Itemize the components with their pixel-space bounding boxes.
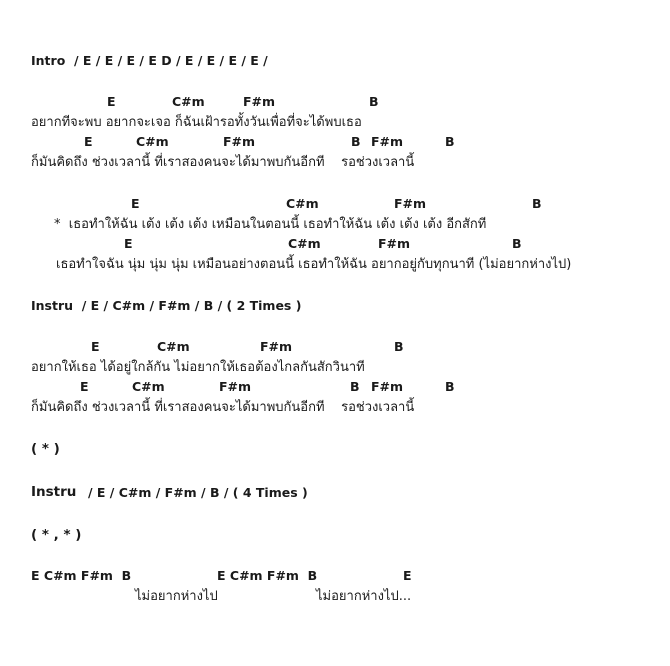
chord: E	[107, 94, 116, 109]
chord: E	[91, 339, 100, 354]
chord: F#m	[219, 379, 252, 394]
chord: E C#m F#m B	[31, 568, 132, 583]
lyric-line: อยากทีจะพบ อยากจะเจอ ก็ฉันเฝ้ารอทั้งวันเพื่อที่จะได้พบเธอ	[31, 115, 362, 130]
chord: E	[403, 568, 412, 583]
chord: C#m	[136, 134, 169, 149]
chord: F#m	[243, 94, 276, 109]
lyric-line: * เธอทำให้ฉัน เต้ง เต้ง เต้ง เหมือนในตอนนี้ เธอทำให้ฉัน เต้ง เต้ง เต้ง อีกสักที	[54, 217, 487, 232]
chord: B	[532, 196, 542, 211]
chord: B	[369, 94, 379, 109]
lyric-line: ไม่อยากห่างไป	[135, 589, 218, 604]
chord: F#m	[371, 379, 404, 394]
instru-line: Instru / E / C#m / F#m / B / ( 2 Times )	[31, 298, 302, 313]
chord: B	[394, 339, 404, 354]
repeat-marker: ( * )	[31, 441, 60, 457]
chord: C#m	[286, 196, 319, 211]
instru-label: Instru	[31, 484, 77, 500]
chord: B	[445, 134, 455, 149]
lyric-line: ไม่อยากห่างไป...	[316, 589, 412, 604]
instru-line: / E / C#m / F#m / B / ( 4 Times )	[88, 485, 308, 500]
chord: B	[350, 379, 360, 394]
chord: E	[84, 134, 93, 149]
chord: C#m	[172, 94, 205, 109]
chord: E	[131, 196, 140, 211]
chord: F#m	[223, 134, 256, 149]
chord: F#m	[260, 339, 293, 354]
chord: B	[512, 236, 522, 251]
chord: F#m	[394, 196, 427, 211]
chord: E	[80, 379, 89, 394]
chord: B	[351, 134, 361, 149]
lyric-line: อยากให้เธอ ได้อยู่ใกล้กัน ไม่อยากให้เธอต้องไกลกันสักวินาที	[31, 360, 365, 375]
chord: B	[445, 379, 455, 394]
lyric-line: ก็มันคิดถึง ช่วงเวลานี้ ที่เราสองคนจะได้มาพบกันอีกที รอช่วงเวลานี้	[31, 400, 415, 415]
repeat-marker: ( * , * )	[31, 527, 82, 543]
chord: E	[124, 236, 133, 251]
chord: F#m	[371, 134, 404, 149]
chord: C#m	[132, 379, 165, 394]
chord: C#m	[157, 339, 190, 354]
intro-line: Intro / E / E / E / E D / E / E / E / E /	[31, 53, 268, 68]
lyric-line: ก็มันคิดถึง ช่วงเวลานี้ ที่เราสองคนจะได้มาพบกันอีกที รอช่วงเวลานี้	[31, 155, 415, 170]
chord: E C#m F#m B	[217, 568, 318, 583]
lyric-line: เธอทำใจฉัน นุ่ม นุ่ม นุ่ม เหมือนอย่างตอนนี้ เธอทำให้ฉัน อยากอยู่กับทุกนาที (ไม่อยากห่างไป)	[56, 257, 572, 272]
chord: F#m	[378, 236, 411, 251]
chord: C#m	[288, 236, 321, 251]
